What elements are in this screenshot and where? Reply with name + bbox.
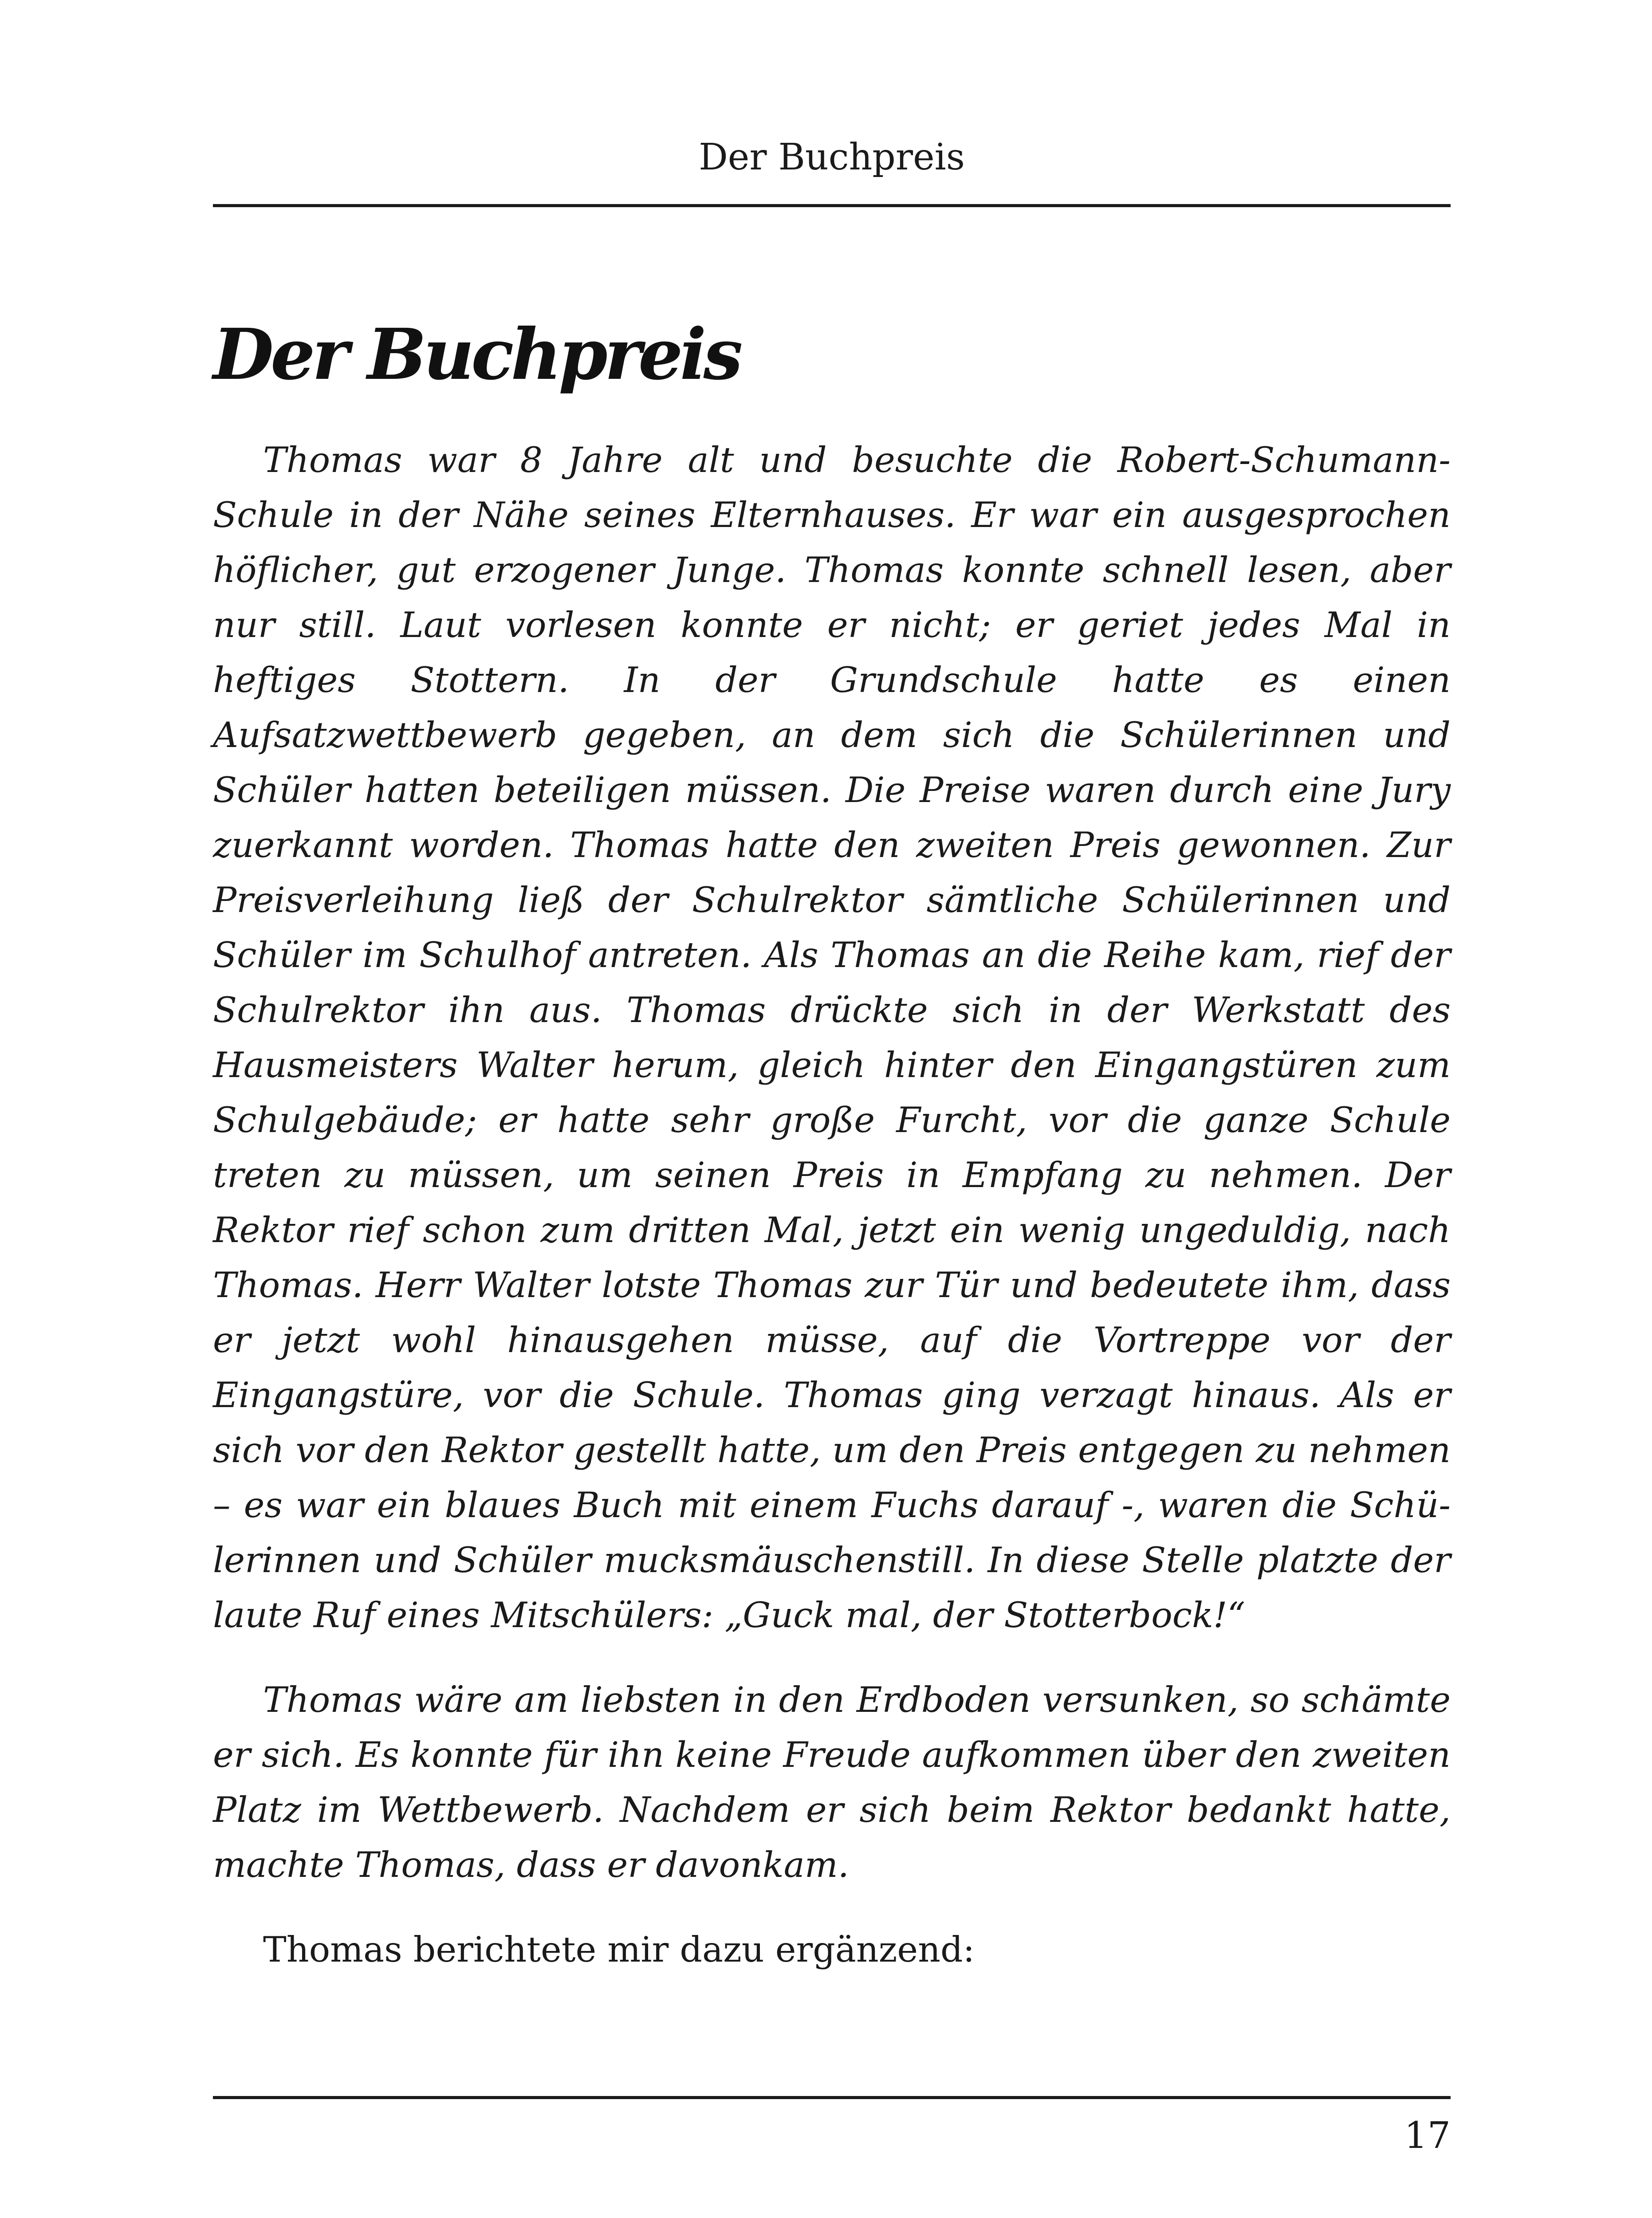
body-text: [213, 433, 1451, 1977]
running-header: Der Buchpreis: [699, 136, 965, 178]
page-number: 17: [1404, 2115, 1451, 2157]
paragraph-1: Thomas war 8 Jahre alt und besuchte die Robert-Schumann-Schule in der Nähe seines Elternhauses. Er war ein ausgesprochen höflicher, gut erzogener Junge. Thomas konnte schnell lesen, aber nur still. Laut vorlesen konnte er nicht; er geriet jedes Mal in heftiges Stottern. In der Grundschule hatte es einen Aufsatzwettbewerb gegeben, an dem sich die Schülerinnen und Schüler hatten beteiligen müssen. Die Preise waren durch eine Jury zuerkannt worden. Thomas hatte den zweiten Preis gewonnen. Zur Preisverleihung ließ der Schulrektor sämtliche Schülerinnen und Schüler im Schulhof antreten. Als Thomas an die Reihe kam, rief der Schulrektor ihn aus. Thomas drückte sich in der Werkstatt des Hausmeisters Walter herum, gleich hinter den Eingangstüren zum Schulgebäude; er hatte sehr große Furcht, vor die ganze Schule treten zu müssen, um seinen Preis in Empfang zu nehmen. Der Rektor rief schon zum dritten Mal, jetzt ein wenig ungeduldig, nach Thomas. Herr Walter lotste Thomas zur Tür und bedeutete ihm, dass er jetzt wohl hinausgehen müsse, auf die Vortreppe vor der Eingangstüre, vor die Schule. Thomas ging verzagt hinaus. Als er sich vor den Rektor gestellt hatte, um den Preis entgegen zu nehmen – es war ein blaues Buch mit einem Fuchs darauf -, waren die Schülerinnen und Schüler mucksmäuschenstill. In diese Stelle platzte der laute Ruf eines Mitschülers: „Guck mal, der Stotterbock!“: [213, 440, 1451, 1636]
footer-rule: [213, 2096, 1451, 2099]
chapter-title: Der Buchpreis: [213, 314, 740, 396]
paragraph-3: Thomas berichtete mir dazu ergänzend:: [263, 1929, 975, 1970]
header-rule: [213, 204, 1451, 207]
paragraph-2: Thomas wäre am liebsten in den Erdboden versunken, so schämte er sich. Es konnte für ihn keine Freude aufkommen über den zweiten Platz im Wettbewerb. Nachdem er sich beim Rektor bedankt hatte, machte Thomas, dass er davonkam.: [213, 1679, 1451, 1885]
